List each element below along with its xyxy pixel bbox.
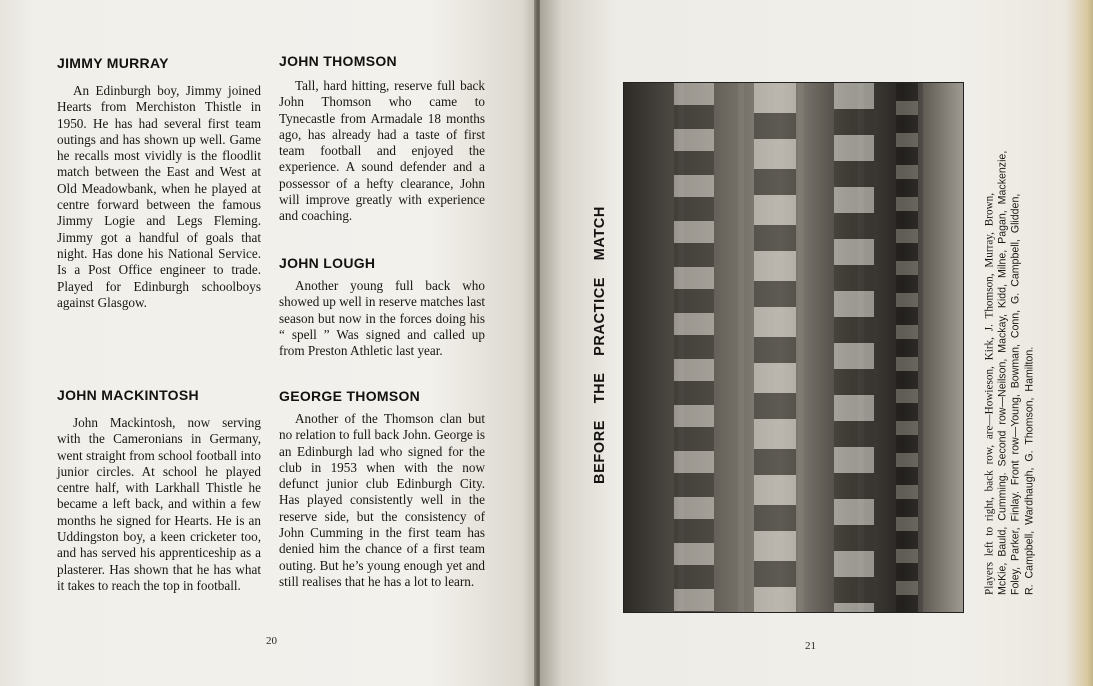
bio-text-jimmy-murray: An Edinburgh boy, Jimmy joined Hearts from Merchiston Thistle in 1950. He has had several first team outings and has shown up well. Game he recalls most vividly is the floodlit match between the East and West at Old Meadowbank, when he played at centre forward between the famous Jimmy Logie and Legs Fleming. Jimmy got a handful of goals that night. Has done his National Service. Is a Post Office engineer to trade. Played for Edinburgh schoolboys against Glasgow.: [57, 83, 261, 310]
caption-line-4: R. Campbell, Wardhaugh, G. Thomson, Hamilton.: [1023, 346, 1036, 595]
caption-line-1: Players left to right, back row, are—Howieson, Kirk, J. Thomson, Murray, Brown,: [983, 192, 996, 595]
left-page: [0, 0, 538, 686]
bio-heading-john-lough: JOHN LOUGH: [279, 255, 376, 271]
bio-heading-john-mackintosh: JOHN MACKINTOSH: [57, 387, 199, 403]
photo-row-front: [834, 83, 874, 612]
bio-text-george-thomson: Another of the Thomson clan but no relation to full back John. George is an Edinburgh lad who signed for the club in 1953 when with the now defunct junior club Edinburgh City. Has played consistently well in the reserve side, but the consistency of John Cumming in the first team has denied him the chance of a first team outing. But he’s young enough yet and still realises that he has a lot to learn.: [279, 411, 485, 589]
caption-line-2: McKie, Bauld, Cumming. Second row—Neilson, Mackay, Kidd, Milne, Pagan, Mackenzie,: [996, 150, 1009, 595]
bio-text-john-thomson: Tall, hard hitting, reserve full back John Thomson who came to Tynecastle from Armadale 18 months ago, has already had a taste of first team football and enjoyed the experience. A sound defender and a possessor of a hefty clearance, John will improve greatly with experience and coaching.: [279, 78, 485, 224]
bio-heading-john-thomson: JOHN THOMSON: [279, 53, 397, 69]
bio-text-john-lough: Another young full back who showed up well in reserve matches last season but now in the forces doing his “ spell ” Was signed and called up from Preston Athletic last year.: [279, 278, 485, 359]
bio-heading-george-thomson: GEORGE THOMSON: [279, 388, 421, 404]
caption-line-3: Foley, Parker, Finlay. Front row—Young, Bowman, Conn, G. Campbell, Glidden,: [1010, 193, 1022, 595]
team-photo: [623, 82, 964, 613]
page-number-right: 21: [805, 640, 816, 652]
photo-title-text: BEFORE THE PRACTICE MATCH: [592, 206, 608, 484]
photo-row-second: [754, 83, 796, 612]
photo-ground: [923, 83, 963, 612]
photo-row-seated: [896, 83, 918, 612]
bio-heading-jimmy-murray: JIMMY MURRAY: [57, 55, 169, 71]
page-number-left: 20: [266, 635, 277, 647]
photo-row-back: [674, 83, 714, 612]
bio-text-john-mackintosh: John Mackintosh, now serving with the Cameronians in Germany, went straight from school football into junior circles. At school he played centre half, with Larkhall Thistle he became a left back, and within a few months he signed for Hearts. He is an Uddingston boy, a keen cricketer too, and has served his apprenticeship as a plasterer. Has shown that he has what it takes to reach the top in football.: [57, 415, 261, 593]
